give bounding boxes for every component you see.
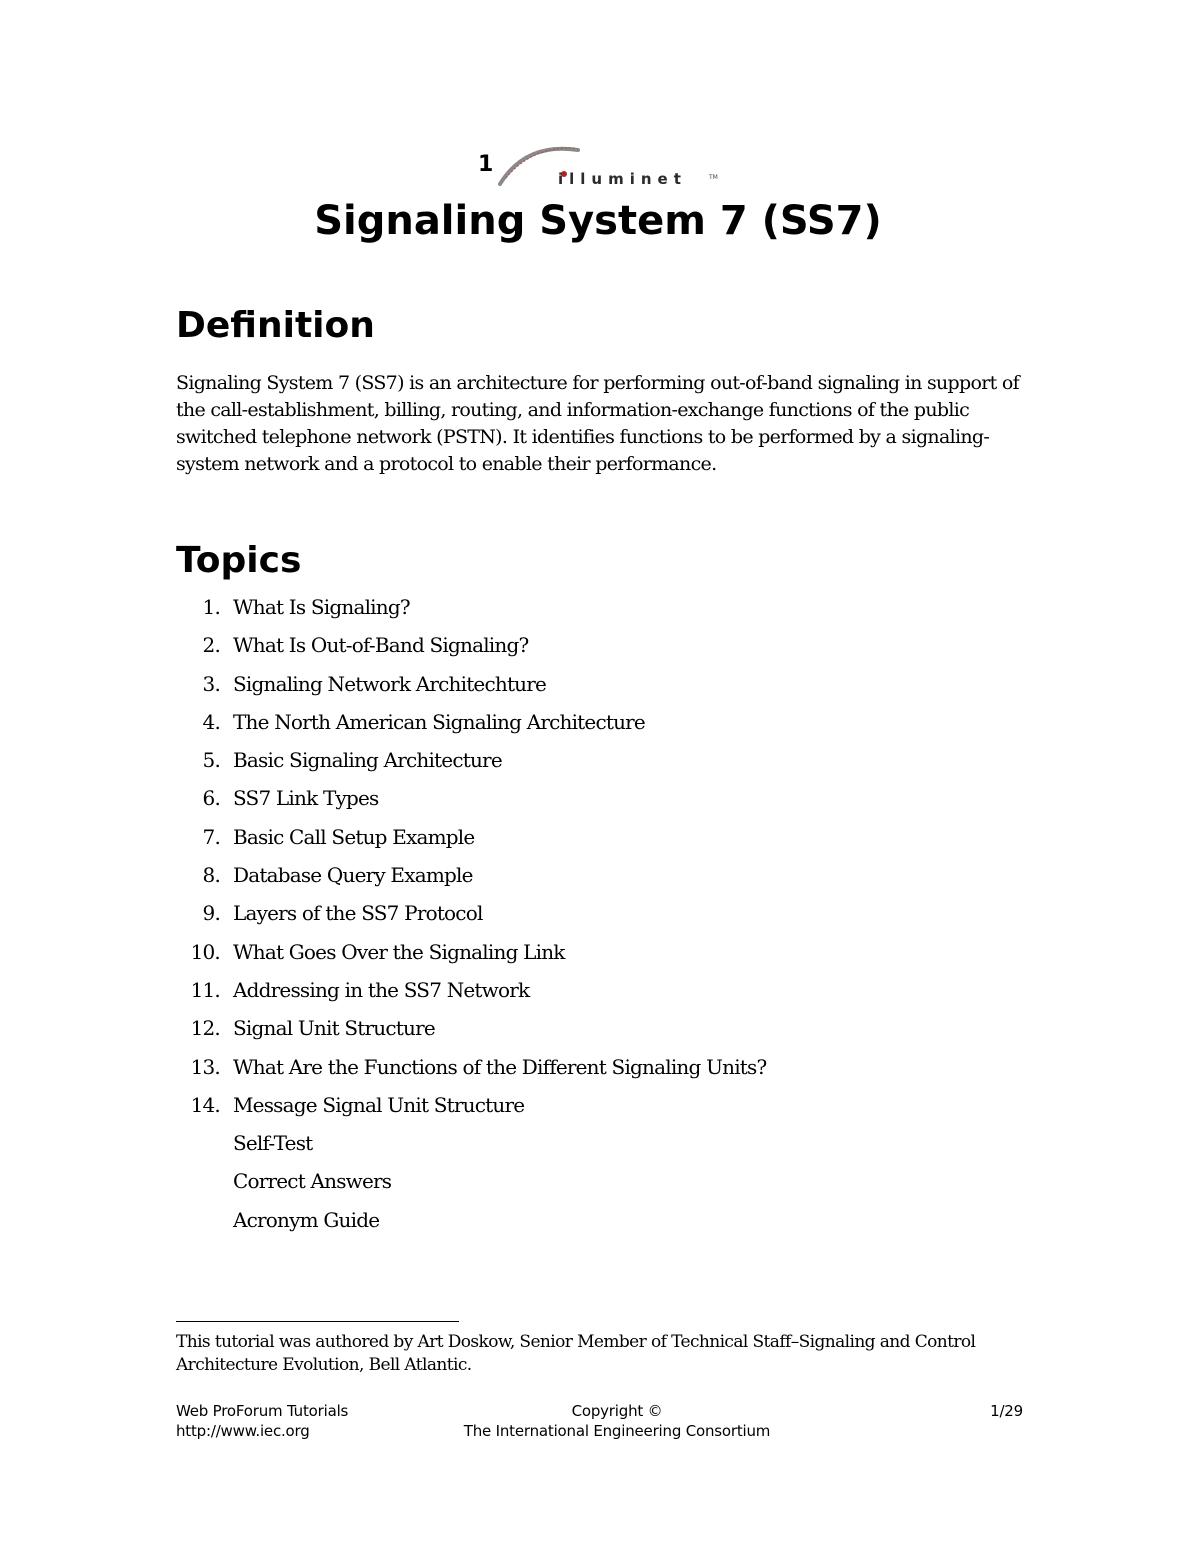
topic-number: 9. xyxy=(202,901,220,926)
topic-link[interactable]: What Goes Over the Signaling Link xyxy=(233,939,565,964)
topic-number: 7. xyxy=(202,824,220,849)
topic-link[interactable]: What Are the Functions of the Different Signaling Units? xyxy=(233,1054,767,1079)
topic-link[interactable]: Database Query Example xyxy=(233,863,473,888)
footer-copyright: Copyright © xyxy=(571,1402,663,1420)
topics-heading: Topics xyxy=(176,540,302,581)
footer-publication: Web ProForum Tutorials xyxy=(176,1402,349,1420)
topic-number: 14. xyxy=(190,1092,220,1117)
definition-paragraph: Signaling System 7 (SS7) is an architecture for performing out-of-band signaling in support of the call-establishment, billing, routing, and information-exchange functions of the public switched telephone network (PSTN). It identifies functions to be performed by a signaling-system network and a protocol to enable their performance. xyxy=(176,372,1019,475)
topic-item[interactable] xyxy=(176,1205,1056,1243)
header-logo-area xyxy=(478,138,728,198)
topic-number: 2. xyxy=(202,633,220,658)
topic-item[interactable] xyxy=(176,707,1056,745)
topic-item[interactable] xyxy=(176,630,1056,668)
topic-link[interactable]: Correct Answers xyxy=(233,1169,392,1194)
illuminet-logo-wordmark: illuminet xyxy=(558,170,687,188)
topic-number: 4. xyxy=(202,709,220,734)
topic-item[interactable] xyxy=(176,669,1056,707)
topic-number: 8. xyxy=(202,863,220,888)
topic-number: 11. xyxy=(190,977,220,1002)
topics-list xyxy=(176,592,1056,1243)
topic-item[interactable] xyxy=(176,745,1056,783)
topic-link[interactable]: Basic Call Setup Example xyxy=(233,824,475,849)
footer-left xyxy=(176,1401,348,1441)
topic-link[interactable]: Acronym Guide xyxy=(233,1207,380,1232)
footer-url-link[interactable]: http://www.iec.org xyxy=(176,1422,310,1440)
topic-number: 3. xyxy=(202,671,220,696)
definition-heading: Definition xyxy=(176,305,375,346)
topic-item[interactable] xyxy=(176,592,1056,630)
footer-center xyxy=(417,1401,817,1441)
topic-number: 1. xyxy=(202,595,220,619)
topic-link[interactable]: Self-Test xyxy=(233,1131,313,1156)
topic-item[interactable] xyxy=(176,937,1056,975)
footer-organization: The International Engineering Consortium xyxy=(463,1422,771,1440)
topic-item[interactable] xyxy=(176,898,1056,936)
topic-item[interactable] xyxy=(176,822,1056,860)
footnote-divider xyxy=(176,1321,459,1322)
logo-trademark: TM xyxy=(709,174,718,181)
topic-item[interactable] xyxy=(176,1166,1056,1204)
topic-item[interactable] xyxy=(176,1013,1056,1051)
topic-item[interactable] xyxy=(176,860,1056,898)
topic-item[interactable] xyxy=(176,783,1056,821)
page-number: 1/29 xyxy=(990,1402,1023,1420)
topic-item[interactable] xyxy=(176,1052,1056,1090)
topic-number: 10. xyxy=(190,939,220,964)
topic-link[interactable]: Message Signal Unit Structure xyxy=(233,1092,525,1117)
topic-item[interactable] xyxy=(176,975,1056,1013)
topic-number: 12. xyxy=(190,1016,220,1041)
topic-number: 5. xyxy=(202,748,220,773)
topic-item[interactable] xyxy=(176,1128,1056,1166)
topic-link[interactable]: Basic Signaling Architecture xyxy=(233,748,502,773)
footer-right xyxy=(900,1401,1023,1421)
footnote-text: This tutorial was authored by Art Doskow, Senior Member of Technical Staff–Signaling and Control Architecture Evolution, Bell Atlantic. xyxy=(176,1332,976,1375)
footnote-marker: 1 xyxy=(478,152,494,177)
topic-link[interactable]: The North American Signaling Architecture xyxy=(233,709,645,734)
topic-number: 6. xyxy=(202,786,220,811)
topic-link[interactable]: SS7 Link Types xyxy=(233,786,379,811)
topic-link[interactable]: Signal Unit Structure xyxy=(233,1016,435,1041)
topic-link[interactable]: What Is Out-of-Band Signaling? xyxy=(233,633,529,658)
topic-number: 13. xyxy=(190,1054,220,1079)
topic-link[interactable]: Layers of the SS7 Protocol xyxy=(233,901,483,926)
topic-item[interactable] xyxy=(176,1090,1056,1128)
page-title: Signaling System 7 (SS7) xyxy=(314,198,882,244)
topic-link[interactable]: Signaling Network Architechture xyxy=(233,671,547,696)
topic-link[interactable]: Addressing in the SS7 Network xyxy=(233,977,530,1002)
topic-link[interactable]: What Is Signaling? xyxy=(233,595,410,619)
